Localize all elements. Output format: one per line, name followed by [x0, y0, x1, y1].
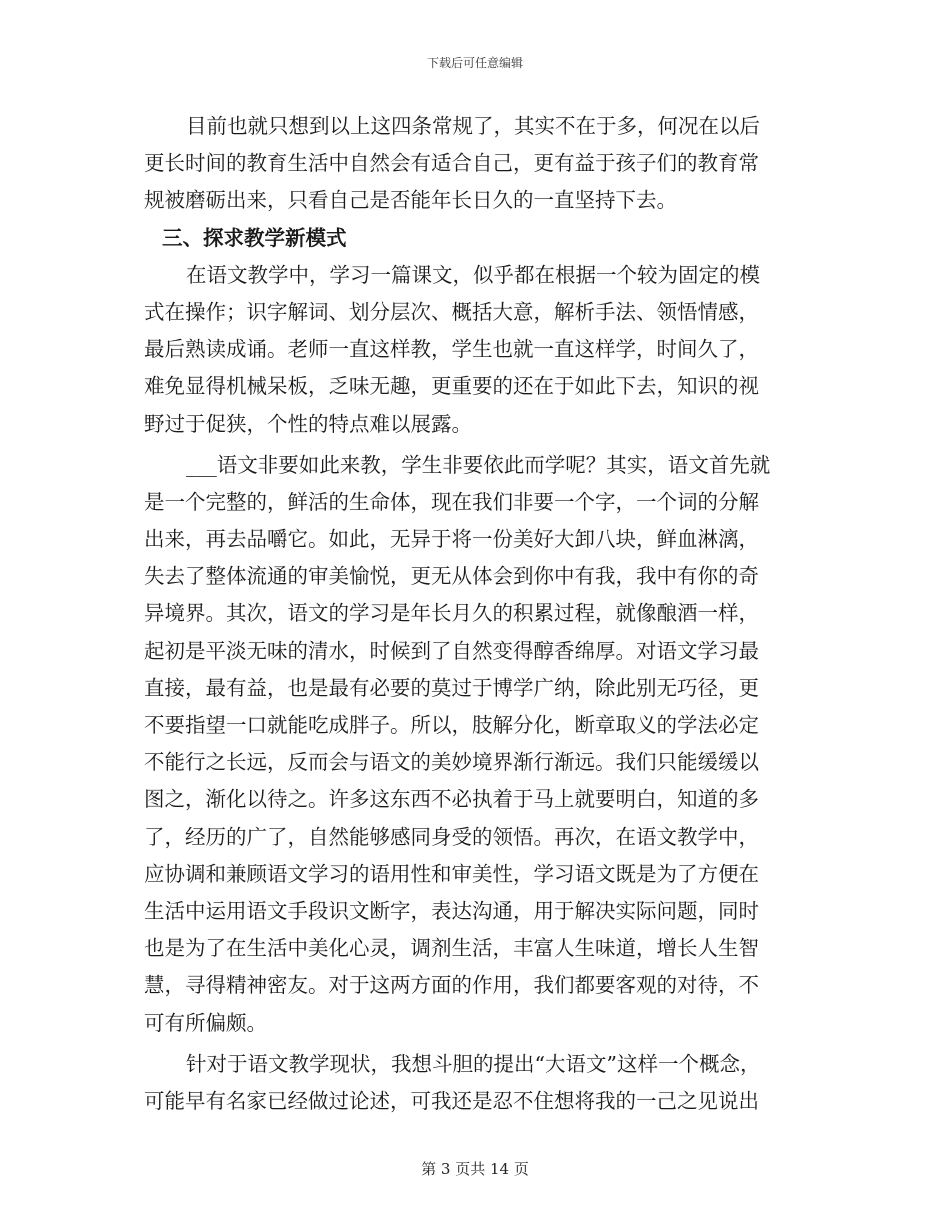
paragraph-line: 难免显得机械呆板，乏味无趣，更重要的还在于如此下去，知识的视	[144, 374, 759, 399]
paragraph-line: 异境界。其次，语文的学习是年长月久的积累过程，就像酿酒一样，	[144, 601, 759, 626]
paragraph-line: 可能早有名家已经做过论述，可我还是忍不住想将我的一己之见说出	[144, 1088, 759, 1113]
paragraph-line: 直接，最有益，也是最有必要的莫过于博学广纳，除此别无巧径，更	[144, 675, 759, 700]
section-heading: 三、探求教学新模式	[162, 225, 347, 250]
paragraph-line: 生活中运用语文手段识文断字，表达沟通，用于解决实际问题，同时	[144, 898, 759, 923]
paragraph-line: 慧，寻得精神密友。对于这两方面的作用，我们都要客观的对待，不	[144, 973, 759, 998]
paragraph-line: ___语文非要如此来教，学生非要依此而学呢？其实，语文首先就	[186, 452, 771, 477]
paragraph-line: 最后熟读成诵。老师一直这样教，学生也就一直这样学，时间久了，	[144, 337, 759, 362]
paragraph-line: 不能行之长远，反而会与语文的美妙境界渐行渐远。我们只能缓缓以	[144, 750, 759, 775]
paragraph-line: 在语文教学中，学习一篇课文，似乎都在根据一个较为固定的模	[186, 262, 760, 287]
paragraph-line: 目前也就只想到以上这四条常规了，其实不在于多，何况在以后	[186, 114, 760, 138]
paragraph-line: 图之，渐化以待之。许多这东西不必执着于马上就要明白，知道的多	[144, 787, 759, 812]
header-note: 下载后可任意编辑	[426, 56, 523, 70]
paragraph-line: 规被磨砺出来，只看自己是否能年长日久的一直坚持下去。	[144, 188, 677, 213]
page-number: 第 3 页共 14 页	[421, 1160, 529, 1178]
paragraph-line: 是一个完整的，鲜活的生命体，现在我们非要一个字，一个词的分解	[144, 489, 759, 514]
paragraph-line: 更长时间的教育生活中自然会有适合自己，更有益于孩子们的教育常	[144, 151, 759, 176]
paragraph-line: 失去了整体流通的审美愉悦，更无从体会到你中有我，我中有你的奇	[144, 564, 759, 589]
paragraph-line: 针对于语文教学现状，我想斗胆的提出“大语文”这样一个概念，	[186, 1051, 761, 1076]
paragraph-line: 起初是平淡无味的清水，时候到了自然变得醇香绵厚。对语文学习最	[144, 638, 759, 663]
paragraph-line: 野过于促狭，个性的特点难以展露。	[144, 411, 472, 436]
paragraph-line: 出来，再去品嚼它。如此，无异于将一份美好大卸八块，鲜血淋漓，	[144, 527, 759, 552]
paragraph-line: 可有所偏颇。	[144, 1010, 267, 1035]
paragraph-line: 式在操作；识字解词、划分层次、概括大意，解析手法、领悟情感，	[144, 299, 759, 324]
paragraph-line: 不要指望一口就能吃成胖子。所以，肢解分化，断章取义的学法必定	[144, 713, 759, 737]
document-body	[144, 108, 804, 1120]
paragraph-line: 也是为了在生活中美化心灵，调剂生活，丰富人生味道，增长人生智	[144, 936, 759, 961]
paragraph-line: 了，经历的广了，自然能够感同身受的领悟。再次，在语文教学中，	[144, 824, 759, 849]
paragraph-line: 应协调和兼顾语文学习的语用性和审美性，学习语文既是为了方便在	[144, 861, 759, 886]
